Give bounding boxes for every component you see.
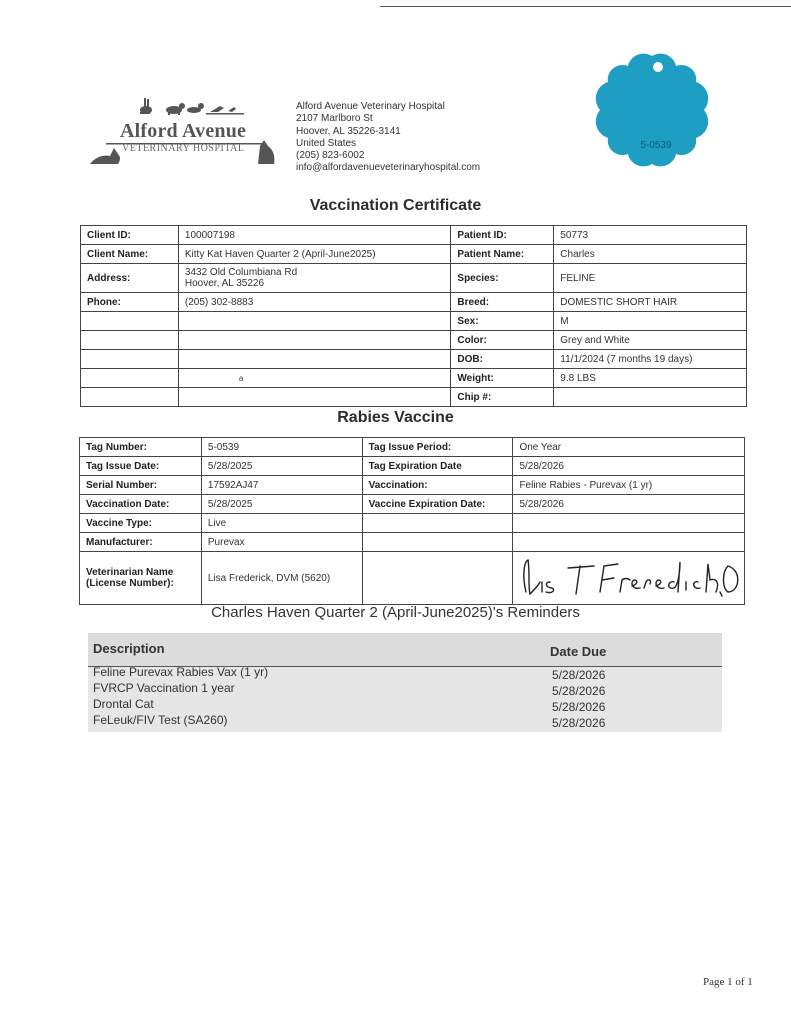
reminder-date: 5/28/2026 xyxy=(552,716,606,730)
logo-name: Alford Avenue xyxy=(120,120,247,142)
table-row xyxy=(81,226,747,245)
client-name-label: Client Name: xyxy=(81,245,179,264)
date-due-header: Date Due xyxy=(550,644,607,659)
patient-id-value: 50773 xyxy=(554,226,747,245)
veterinarian-label-line-2: (License Number): xyxy=(86,578,174,589)
serial-number-label: Serial Number: xyxy=(80,476,202,495)
reminders-title: Charles Haven Quarter 2 (April-June2025)'s Reminders xyxy=(211,604,580,621)
table-row xyxy=(81,264,747,293)
vaccination-date-value: 5/28/2025 xyxy=(201,495,362,514)
clinic-email: info@alfordavenueveterinaryhospital.com xyxy=(296,162,481,174)
clinic-city: Hoover, AL 35226-3141 xyxy=(296,125,401,137)
rabies-tag-icon xyxy=(588,52,716,168)
tag-expiration-label: Tag Expiration Date xyxy=(362,457,513,476)
veterinarian-value: Lisa Frederick, DVM (5620) xyxy=(201,552,362,605)
color-value: Grey and White xyxy=(554,331,747,350)
chip-label: Chip #: xyxy=(451,388,554,407)
phone-value: (205) 302-8883 xyxy=(178,293,451,312)
scan-edge-line xyxy=(380,6,791,7)
clinic-country: United States xyxy=(296,137,357,149)
table-row xyxy=(81,312,747,331)
client-name-value: Kitty Kat Haven Quarter 2 (April-June2025) xyxy=(178,245,451,264)
manufacturer-label: Manufacturer: xyxy=(80,533,202,552)
reminder-date: 5/28/2026 xyxy=(552,700,606,714)
table-row xyxy=(81,331,747,350)
table-row xyxy=(80,533,745,552)
table-row xyxy=(88,697,722,713)
clinic-street: 2107 Marlboro St xyxy=(296,113,373,125)
serial-number-value: 17592AJ47 xyxy=(201,476,362,495)
page-number: Page 1 of 1 xyxy=(703,976,753,988)
species-value: FELINE xyxy=(554,264,747,293)
table-row xyxy=(81,388,747,407)
client-id-value: 100007198 xyxy=(178,226,451,245)
manufacturer-value: Purevax xyxy=(201,533,362,552)
certificate-title: Vaccination Certificate xyxy=(309,197,482,214)
table-row xyxy=(81,350,747,369)
reminder-date: 5/28/2026 xyxy=(552,668,606,682)
tag-issue-date-label: Tag Issue Date: xyxy=(80,457,202,476)
patient-id-label: Patient ID: xyxy=(451,226,554,245)
table-row xyxy=(80,438,745,457)
logo-subtitle: VETERINARY HOSPITAL xyxy=(122,143,245,154)
reminders-header xyxy=(88,633,722,667)
client-id-label: Client ID: xyxy=(81,226,179,245)
breed-value: DOMESTIC SHORT HAIR xyxy=(554,293,747,312)
address-line-1: 3432 Old Columbiana Rd xyxy=(184,267,298,278)
tag-issue-period-label: Tag Issue Period: xyxy=(362,438,513,457)
address-label: Address: xyxy=(81,264,179,293)
patient-name-value: Charles xyxy=(554,245,747,264)
reminder-description: FeLeuk/FIV Test (SA260) xyxy=(93,713,228,727)
table-row xyxy=(81,293,747,312)
cat-icon xyxy=(166,103,185,115)
reminders-table xyxy=(88,633,722,732)
table-row xyxy=(80,476,745,495)
sex-value: M xyxy=(554,312,747,331)
veterinarian-signature xyxy=(516,552,742,600)
vaccination-label: Vaccination: xyxy=(362,476,513,495)
dob-label: DOB: xyxy=(451,350,554,369)
address-line-2: Hoover, AL 35226 xyxy=(184,278,265,289)
tag-expiration-value: 5/28/2026 xyxy=(513,457,745,476)
address-value xyxy=(178,264,451,293)
clinic-name: Alford Avenue Veterinary Hospital xyxy=(296,101,445,112)
reminder-description: FVRCP Vaccination 1 year xyxy=(93,681,235,695)
sex-label: Sex: xyxy=(451,312,554,331)
tag-issue-period-value: One Year xyxy=(513,438,745,457)
table-row xyxy=(88,665,722,681)
species-label: Species: xyxy=(451,264,554,293)
reminder-description: Feline Purevax Rabies Vax (1 yr) xyxy=(93,665,269,679)
certificate-table xyxy=(80,225,747,407)
vaccine-expiration-label: Vaccine Expiration Date: xyxy=(362,495,513,514)
table-row xyxy=(80,495,745,514)
tag-number-imprint: 5-0539 xyxy=(640,140,672,151)
reminder-description: Drontal Cat xyxy=(93,697,154,711)
vaccination-value: Feline Rabies - Purevax (1 yr) xyxy=(513,476,745,495)
stray-mark: a xyxy=(178,369,451,388)
clinic-address-block xyxy=(296,101,480,175)
vaccine-type-value: Live xyxy=(201,514,362,533)
tag-number-value: 5-0539 xyxy=(201,438,362,457)
table-row xyxy=(88,681,722,697)
rabbit-icon xyxy=(140,98,152,114)
veterinarian-label xyxy=(80,552,202,605)
table-row xyxy=(81,369,747,388)
vaccine-expiration-value: 5/28/2026 xyxy=(513,495,745,514)
clinic-phone: (205) 823-6002 xyxy=(296,150,365,162)
color-label: Color: xyxy=(451,331,554,350)
rabies-title: Rabies Vaccine xyxy=(337,409,454,426)
chip-value xyxy=(554,388,747,407)
left-cat-silhouette xyxy=(90,148,120,164)
patient-name-label: Patient Name: xyxy=(451,245,554,264)
vaccine-type-label: Vaccine Type: xyxy=(80,514,202,533)
reminder-date: 5/28/2026 xyxy=(552,684,606,698)
phone-label: Phone: xyxy=(81,293,179,312)
dob-value: 11/1/2024 (7 months 19 days) xyxy=(554,350,747,369)
breed-label: Breed: xyxy=(451,293,554,312)
table-row xyxy=(81,245,747,264)
table-row xyxy=(88,713,722,729)
tag-number-label: Tag Number: xyxy=(80,438,202,457)
tag-issue-date-value: 5/28/2025 xyxy=(201,457,362,476)
table-row xyxy=(80,457,745,476)
table-row xyxy=(80,514,745,533)
bird-icon xyxy=(206,106,244,115)
description-header: Description xyxy=(93,641,165,656)
dog-icon xyxy=(187,103,204,113)
veterinarian-label-line-1: Veterinarian Name xyxy=(86,567,174,578)
vaccination-date-label: Vaccination Date: xyxy=(80,495,202,514)
weight-label: Weight: xyxy=(451,369,554,388)
weight-value: 9.8 LBS xyxy=(554,369,747,388)
